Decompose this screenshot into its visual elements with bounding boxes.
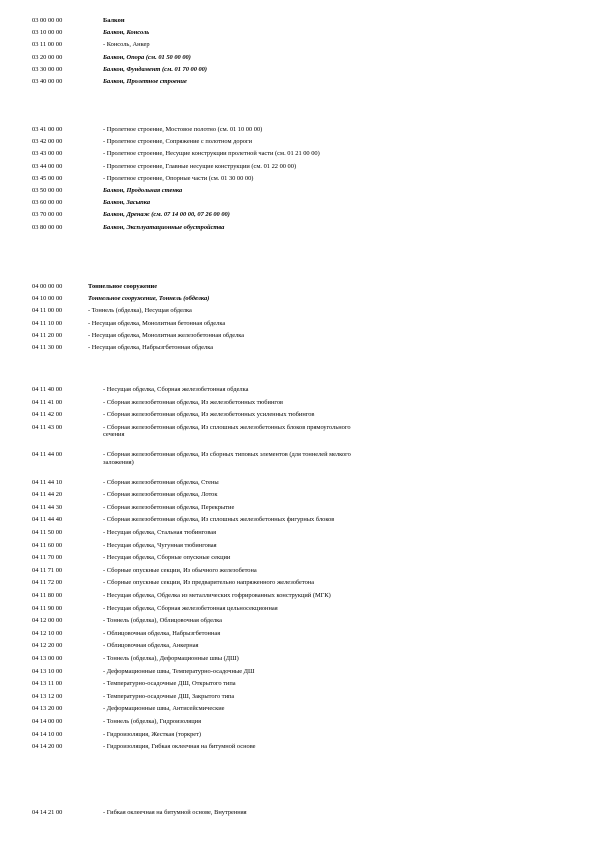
item-text: - Несущая обделка, Сборные опускные секции bbox=[103, 554, 231, 562]
item-code: 04 11 43 00 bbox=[32, 423, 63, 431]
item-text: - Сборная железобетонная обделка, Стены bbox=[103, 478, 219, 486]
item-code: 03 45 00 00 bbox=[32, 174, 63, 182]
item-code: 04 10 00 00 bbox=[32, 295, 63, 303]
item-text: - Гидроизоляция, Жесткая (торкрет) bbox=[103, 730, 202, 738]
item-text: - Деформационные швы, Антисейсмические bbox=[103, 705, 225, 713]
item-text: Балкон, Эксплуатационные обустройства bbox=[103, 223, 225, 231]
item-code: 04 11 72 00 bbox=[32, 579, 63, 587]
item-code: 03 60 00 00 bbox=[32, 199, 63, 207]
item-code: 04 11 80 00 bbox=[32, 592, 63, 599]
item-code: 04 11 44 10 bbox=[32, 478, 63, 486]
item-code: 03 11 00 00 bbox=[32, 41, 63, 49]
item-code: 03 00 00 00 bbox=[32, 17, 63, 24]
item-text: - Пролетное строение, Мостовое полотно (см. 01 10 00 00) bbox=[103, 126, 263, 133]
item-text: - Сборные опускные секции, Из предварительно напряженного железобетона bbox=[103, 579, 315, 587]
item-code: 04 11 30 00 bbox=[32, 344, 63, 351]
item-code: 04 11 41 00 bbox=[32, 398, 63, 406]
item-code: 03 10 00 00 bbox=[32, 29, 63, 37]
item-text: - Тоннель (обделка), Несущая обделка bbox=[88, 307, 192, 315]
item-code: 04 11 44 20 bbox=[32, 491, 63, 499]
item-text: - Пролетное строение, Сопряжение с полотном дороги bbox=[103, 138, 253, 146]
item-text: - Деформационные швы, Температурно-осадочные ДШ bbox=[103, 667, 255, 675]
item-text: Балкон, Дренаж (см. 07 14 00 00, 07 26 00 00) bbox=[103, 211, 230, 219]
item-text: - Температурно-осадочные ДШ, Открытого типа bbox=[103, 680, 236, 688]
item-code: 04 11 50 00 bbox=[32, 529, 63, 536]
item-text: Тоннельное сооружение bbox=[88, 283, 158, 290]
item-text: - Сборная железобетонная обделка, Перекрытие bbox=[103, 503, 235, 511]
item-code: 03 41 00 00 bbox=[32, 126, 63, 133]
item-text: Балкон bbox=[103, 17, 125, 24]
item-text: - Температурно-осадочные ДШ, Закрытого типа bbox=[103, 692, 235, 700]
item-text: Балкон, Консоль bbox=[103, 29, 150, 37]
item-code: 04 11 40 00 bbox=[32, 386, 63, 393]
item-code: 04 13 00 00 bbox=[32, 655, 63, 662]
item-text: - Сборная железобетонная обделка, Из сборных типовых элементов (для тоннелей мелкого заложения) bbox=[103, 451, 351, 466]
item-text: Тоннельное сооружение, Тоннель (обделка) bbox=[88, 295, 210, 303]
item-text: Балкон, Опора (см. 01 50 00 00) bbox=[103, 53, 191, 61]
item-text: - Пролетное строение, Несущие конструкции пролетной части (см. 01 21 00 00) bbox=[103, 150, 320, 158]
item-text: - Сборные опускные секции, Из обычного железобетона bbox=[103, 566, 257, 574]
item-code: 03 70 00 00 bbox=[32, 211, 63, 219]
item-text: - Несущая обделка, Обделка из металлических гофрированных конструкций (МГК) bbox=[103, 592, 331, 599]
item-code: 04 14 20 00 bbox=[32, 743, 63, 751]
item-code: 04 11 44 40 bbox=[32, 516, 63, 524]
item-code: 03 44 00 00 bbox=[32, 162, 63, 170]
item-text: - Несущая обделка, Монолитная бетонная обделка bbox=[88, 319, 226, 327]
item-code: 04 12 20 00 bbox=[32, 642, 63, 650]
item-code: 03 40 00 00 bbox=[32, 78, 63, 85]
item-code: 03 30 00 00 bbox=[32, 65, 63, 73]
item-text: - Несущая обделка, Монолитная железобетонная обделка bbox=[88, 331, 245, 339]
item-text: - Тоннель (обделка), Деформационные швы (ДШ) bbox=[103, 655, 239, 662]
item-text: - Несущая обделка, Чугунная тюбинговая bbox=[103, 541, 217, 549]
item-code: 04 00 00 00 bbox=[32, 283, 63, 290]
item-text: Балкон, Пролетное строение bbox=[103, 78, 187, 85]
item-code: 03 50 00 00 bbox=[32, 187, 63, 194]
item-code: 04 11 60 00 bbox=[32, 541, 63, 549]
item-text: - Несущая обделка, Сборная железобетонная цельносекционная bbox=[103, 604, 278, 612]
item-code: 04 14 10 00 bbox=[32, 730, 63, 738]
item-code: 03 42 00 00 bbox=[32, 138, 63, 146]
item-text: - Облицовочная обделка, Анкерная bbox=[103, 642, 199, 650]
item-text: Балкон, Засыпка bbox=[103, 199, 151, 207]
item-text: - Несущая обделка, Сборная железобетонная обделка bbox=[103, 386, 249, 393]
item-text: - Сборная железобетонная обделка, Лоток bbox=[103, 491, 218, 499]
item-code: 04 11 71 00 bbox=[32, 566, 63, 574]
item-text: - Гибкая оклеечная на битумной основе, Внутренняя bbox=[103, 809, 247, 816]
item-code: 04 11 42 00 bbox=[32, 411, 63, 419]
item-text: - Сборная железобетонная обделка, Из сплошных железобетонных блоков прямоугольного сечения bbox=[103, 423, 351, 439]
item-text: - Несущая обделка, Набрызгбетонная обделка bbox=[88, 344, 214, 351]
item-code: 04 11 10 00 bbox=[32, 319, 63, 327]
item-code: 04 12 00 00 bbox=[32, 617, 63, 625]
item-code: 04 13 10 00 bbox=[32, 667, 63, 675]
item-code: 03 20 00 00 bbox=[32, 53, 63, 61]
item-code: 04 14 00 00 bbox=[32, 718, 63, 725]
item-text: - Тоннель (обделка), Облицовочная обделка bbox=[103, 617, 222, 625]
item-code: 04 11 20 00 bbox=[32, 331, 63, 339]
item-code: 04 13 12 00 bbox=[32, 692, 63, 700]
item-code: 04 13 20 00 bbox=[32, 705, 63, 713]
item-code: 04 12 10 00 bbox=[32, 629, 63, 637]
item-code: 04 14 21 00 bbox=[32, 809, 63, 816]
item-text: - Тоннель (обделка), Гидроизоляция bbox=[103, 718, 202, 725]
item-text: Балкон, Фундамент (см. 01 70 00 00) bbox=[103, 65, 208, 73]
item-code: 04 11 44 30 bbox=[32, 503, 63, 511]
item-text: Балкон, Продольная стенка bbox=[103, 187, 183, 194]
item-text: - Гидроизоляция, Гибкая оклеечная на битумной основе bbox=[103, 743, 256, 751]
item-text: - Несущая обделка, Стальная тюбинговая bbox=[103, 529, 217, 536]
item-text: - Сборная железобетонная обделка, Из железобетонных усиленных тюбингов bbox=[103, 411, 315, 419]
item-text: - Сборная железобетонная обделка, Из железобетонных тюбингов bbox=[103, 398, 284, 406]
item-text: - Пролетное строение, Опорные части (см. 01 30 00 00) bbox=[103, 174, 254, 182]
item-code: 04 11 70 00 bbox=[32, 554, 63, 562]
item-code: 04 11 90 00 bbox=[32, 604, 63, 612]
item-text: - Консоль, Анкер bbox=[103, 41, 150, 49]
item-text: - Пролетное строение, Главные несущие конструкции (см. 01 22 00 00) bbox=[103, 162, 297, 170]
item-code: 03 80 00 00 bbox=[32, 223, 63, 231]
item-code: 03 43 00 00 bbox=[32, 150, 63, 158]
item-code: 04 11 44 00 bbox=[32, 451, 63, 459]
item-text: - Сборная железобетонная обделка, Из сплошных железобетонных фигурных блоков bbox=[103, 516, 335, 524]
item-code: 04 11 00 00 bbox=[32, 307, 63, 315]
item-code: 04 13 11 00 bbox=[32, 680, 63, 688]
item-text: - Облицовочная обделка, Набрызгбетонная bbox=[103, 629, 221, 637]
